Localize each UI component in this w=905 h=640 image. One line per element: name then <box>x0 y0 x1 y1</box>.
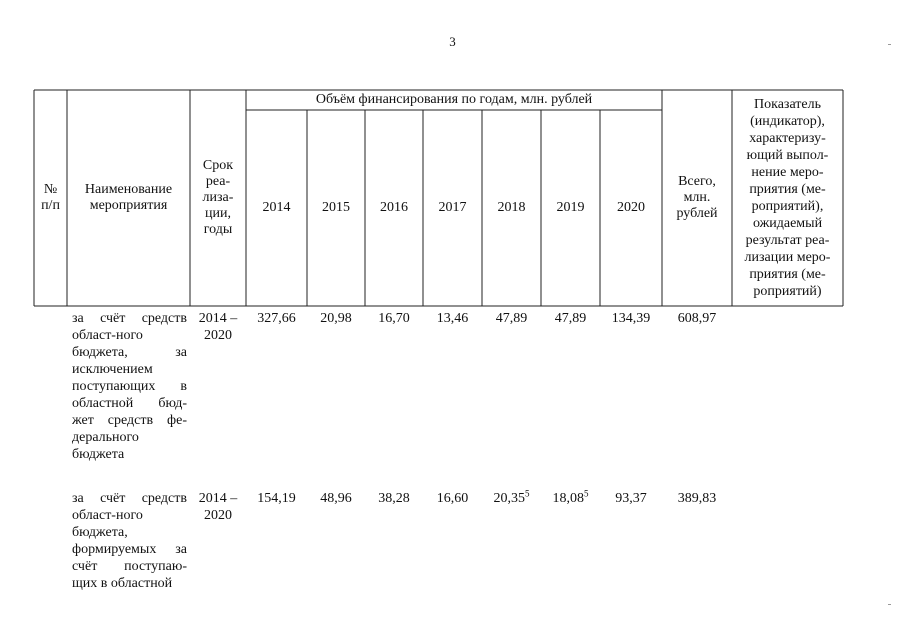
row-2-value-2020: 93,37 <box>615 491 647 506</box>
row-1-period: 2014 – 2020 <box>198 311 238 343</box>
row-1-value-2014: 327,66 <box>257 311 296 326</box>
header-num: № п/п <box>41 182 60 213</box>
header-year-2020: 2020 <box>617 200 645 215</box>
header-year-2017: 2017 <box>438 200 467 215</box>
scan-speck <box>888 604 891 605</box>
row-2-value-2018-number: 20,35 <box>493 491 525 506</box>
header-period: Срок реа- лиза- ции, годы <box>202 158 234 237</box>
header-year-2018: 2018 <box>497 200 526 215</box>
header-year-2016: 2016 <box>380 200 408 215</box>
row-1-value-2020: 134,39 <box>611 311 651 326</box>
page-number: 3 <box>449 34 456 49</box>
row-1-name: за счёт средств област-ного бюджета, за исключением поступающих в областной бюд-жет средств фе-дерального бюджета <box>72 311 187 462</box>
header-year-2014: 2014 <box>262 200 291 215</box>
row-1-value-2015: 20,98 <box>320 311 352 326</box>
header-year-2015: 2015 <box>322 200 350 215</box>
row-2-total: 389,83 <box>677 491 717 506</box>
row-2-value-2019-number: 18,08 <box>552 491 584 506</box>
footnote-ref-2018: 5 <box>525 488 530 499</box>
row-2-name: за счёт средств област-ного бюджета, формируемых за счёт поступаю-щих в областной <box>72 491 187 591</box>
row-2-value-2014: 154,19 <box>257 491 296 506</box>
row-2-value-2019 <box>541 490 600 507</box>
header-name: Наименование мероприятия <box>84 182 173 213</box>
header-total: Всего, млн. рублей <box>676 174 718 221</box>
header-year-2019: 2019 <box>556 200 585 215</box>
row-2-value-2018 <box>482 490 541 507</box>
row-1-value-2016: 16,70 <box>378 311 410 326</box>
header-funding-group: Объём финансирования по годам, млн. рублей <box>315 92 593 107</box>
row-1-value-2018: 47,89 <box>495 311 528 326</box>
row-1-total: 608,97 <box>677 311 717 326</box>
header-indicator: Показатель (индикатор), характеризу- ющий выпол- нение меро- приятия (ме- роприятий), ожидаемый результат реа- лизации меро- приятия (ме- роприятий) <box>744 97 831 299</box>
row-1-value-2017: 13,46 <box>436 311 469 326</box>
row-2-value-2016: 38,28 <box>378 491 410 506</box>
row-2-period: 2014 – 2020 <box>198 491 238 523</box>
row-2-value-2015: 48,96 <box>320 491 352 506</box>
row-2-value-2017: 16,60 <box>436 491 469 506</box>
footnote-ref-2019: 5 <box>584 488 589 499</box>
scan-speck <box>888 44 891 45</box>
row-1-value-2019: 47,89 <box>554 311 587 326</box>
